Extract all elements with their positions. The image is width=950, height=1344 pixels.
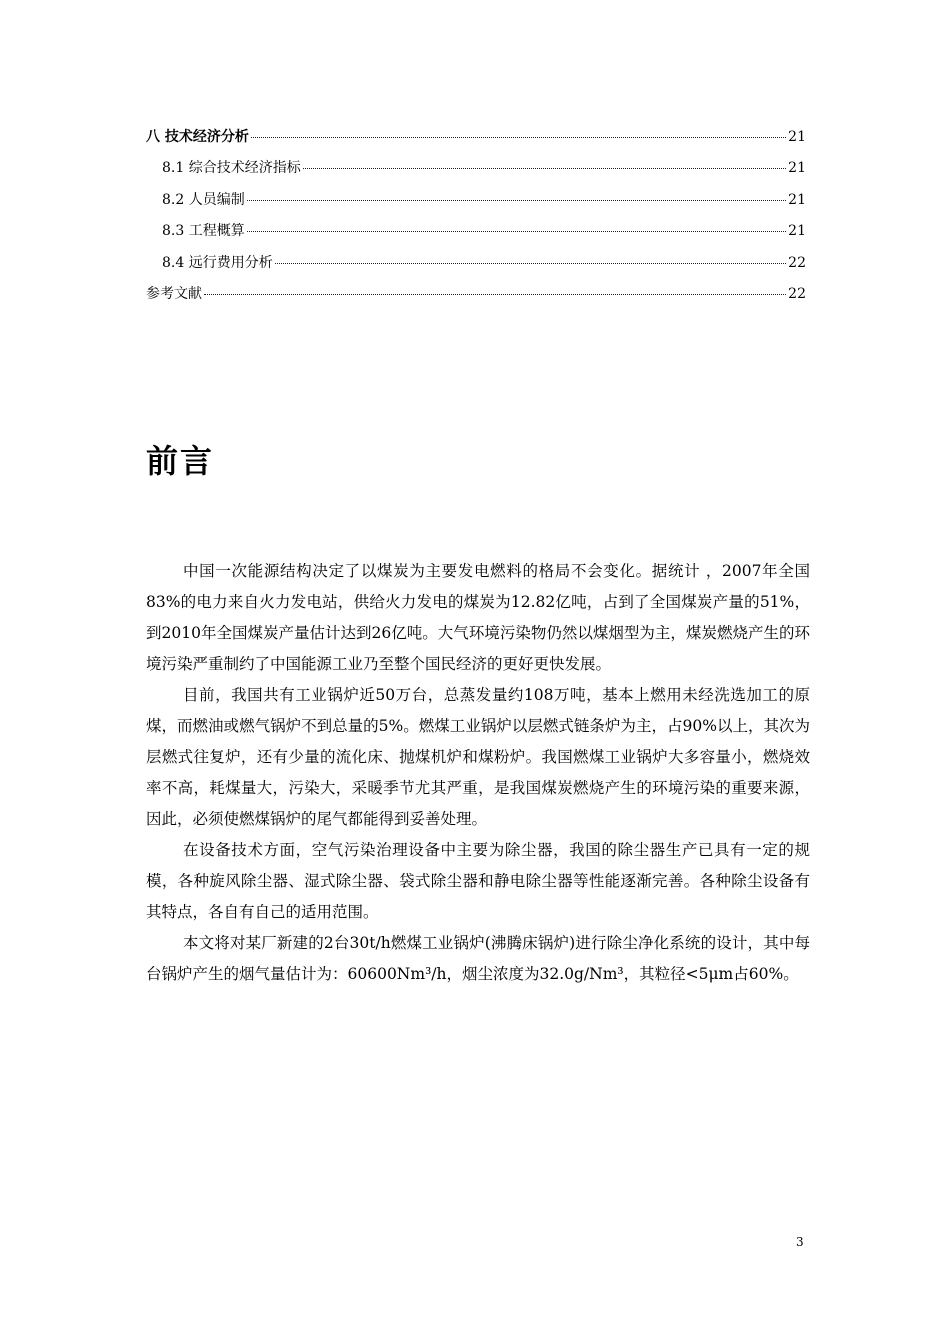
toc-entry-title: 8.1 综合技术经济指标 (162, 160, 301, 177)
toc-entry-8-2[interactable] (146, 189, 806, 220)
toc-entry-chapter-8[interactable] (146, 126, 806, 157)
paragraph: 在设备技术方面，空气污染治理设备中主要为除尘器，我国的除尘器生产已具有一定的规模，各种旋风除尘器、湿式除尘器、袋式除尘器和静电除尘器等性能逐渐完善。各种除尘设备有其特点，各自有自己的适用范围。 (146, 841, 810, 921)
toc-entry-references[interactable] (146, 283, 806, 314)
toc-leader-dots (303, 168, 786, 169)
toc-entry-page: 21 (788, 191, 806, 208)
toc-entry-title: 参考文献 (146, 285, 202, 302)
toc-entry-title: 8.4 远行费用分析 (162, 254, 273, 271)
toc-entry-8-3[interactable] (146, 220, 806, 251)
body-text (146, 556, 810, 990)
toc-leader-dots (247, 231, 786, 232)
toc-entry-page: 21 (788, 223, 806, 240)
toc-entry-8-1[interactable] (146, 157, 806, 188)
toc-entry-title: 八 技术经济分析 (146, 129, 249, 145)
toc-entry-page: 22 (788, 285, 806, 302)
paragraph: 中国一次能源结构决定了以煤炭为主要发电燃料的格局不会变化。据统计 ，2007年全国83%的电力来自火力发电站，供给火力发电的煤炭为12.82亿吨，占到了全国煤炭产量的51%，到2010年全国煤炭产量估计达到26亿吨。大气环境污染物仍然以煤烟型为主，煤炭燃烧产生的环境污染严重制约了中国能源工业乃至整个国民经济的更好更快发展。 (146, 562, 810, 673)
page-number: 3 (796, 1235, 804, 1249)
toc-entry-8-4[interactable] (146, 252, 806, 283)
paragraph: 目前，我国共有工业锅炉近50万台，总蒸发量约108万吨，基本上燃用未经洗选加工的原煤，而燃油或燃气锅炉不到总量的5%。燃煤工业锅炉以层燃式链条炉为主，占90%以上，其次为层燃式往复炉，还有少量的流化床、抛煤机炉和煤粉炉。我国燃煤工业锅炉大多容量小，燃烧效率不高，耗煤量大，污染大，采暖季节尤其严重，是我国煤炭燃烧产生的环境污染的重要来源，因此，必须使燃煤锅炉的尾气都能得到妥善处理。 (146, 686, 810, 828)
toc-entry-page: 21 (788, 160, 806, 177)
table-of-contents (146, 126, 806, 314)
toc-entry-title: 8.2 人员编制 (162, 191, 245, 208)
toc-leader-dots (204, 294, 786, 295)
toc-entry-page: 21 (788, 129, 806, 145)
toc-leader-dots (247, 200, 786, 201)
paragraph: 本文将对某厂新建的2台30t/h燃煤工业锅炉(沸腾床锅炉)进行除尘净化系统的设计，其中每台锅炉产生的烟气量估计为：60600Nm³/h，烟尘浓度为32.0g/Nm³，其粒径<5μm占60%。 (146, 934, 810, 983)
section-heading: 前言 (146, 442, 215, 480)
toc-entry-title: 8.3 工程概算 (162, 223, 245, 240)
toc-leader-dots (251, 137, 786, 138)
toc-entry-page: 22 (788, 254, 806, 271)
toc-leader-dots (275, 263, 786, 264)
